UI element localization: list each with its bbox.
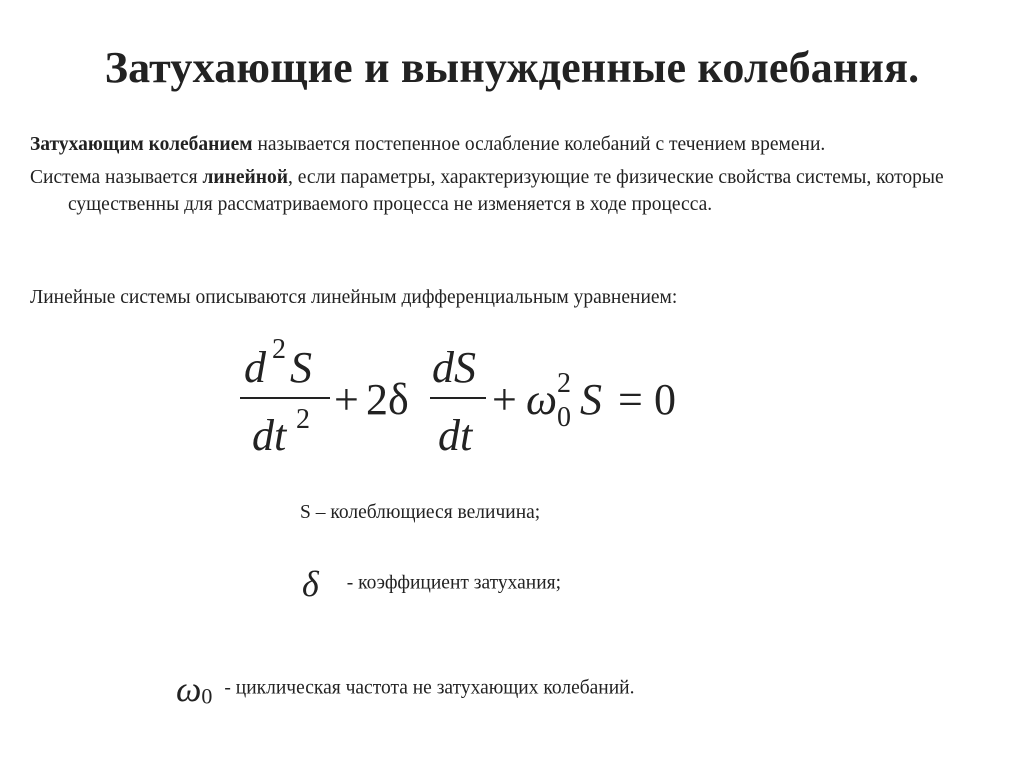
plus-sign-2: + — [492, 375, 517, 424]
delta-description: - коэффициент затухания; — [346, 572, 562, 594]
definition-text: называется постепенное ослабление колебаний с течением времени. — [252, 134, 826, 155]
term-linear: линейной — [202, 167, 288, 188]
delta-symbol: δ — [302, 564, 319, 604]
term-damped-oscillation: Затухающим колебанием — [30, 134, 253, 155]
differential-equation — [234, 330, 704, 465]
equation-zero: 0 — [654, 375, 676, 424]
omega-legend-subscript: 0 — [201, 683, 213, 709]
frac2-numerator: dS — [432, 343, 476, 392]
omega-subscript: 0 — [557, 402, 571, 433]
equals-sign: = — [618, 375, 643, 424]
frac1-denominator-exponent: 2 — [296, 404, 310, 435]
legend-s — [300, 502, 540, 524]
linear-definition-text: , если параметры, характеризующие те физические свойства системы, которые существенны для рассматриваемого процесса не изменяется в ходе процесса. — [68, 167, 944, 215]
omega-description: - циклическая частота не затухающих колебаний. — [224, 677, 635, 699]
frac1-numerator-d: d — [244, 343, 266, 392]
frac1-denominator-dt: dt — [252, 411, 287, 460]
omega-superscript: 2 — [557, 368, 571, 399]
legend-delta — [302, 563, 561, 605]
frac2-denominator: dt — [438, 411, 473, 460]
frac1-numerator-s: S — [290, 343, 312, 392]
legend-omega — [176, 668, 635, 710]
frac1-numerator-exponent: 2 — [272, 334, 286, 365]
paragraph-linear-systems: Линейные системы описываются линейным дифференциальным уравнением: — [30, 287, 678, 308]
paragraph-definition-damped — [30, 131, 1010, 158]
s-symbol: S — [300, 502, 311, 523]
coefficient-2-delta: 2δ — [366, 375, 409, 424]
linear-lead-text: Система называется — [30, 167, 203, 188]
plus-sign-1: + — [334, 375, 359, 424]
s-description: – колеблющиеся величина; — [310, 502, 541, 523]
paragraph-definition-linear — [30, 164, 1018, 218]
omega-symbol: ω — [526, 375, 558, 424]
omega-legend-symbol: ω — [176, 669, 202, 709]
equation-s: S — [580, 375, 602, 424]
slide-title: Затухающие и вынужденные колебания. — [104, 43, 920, 92]
